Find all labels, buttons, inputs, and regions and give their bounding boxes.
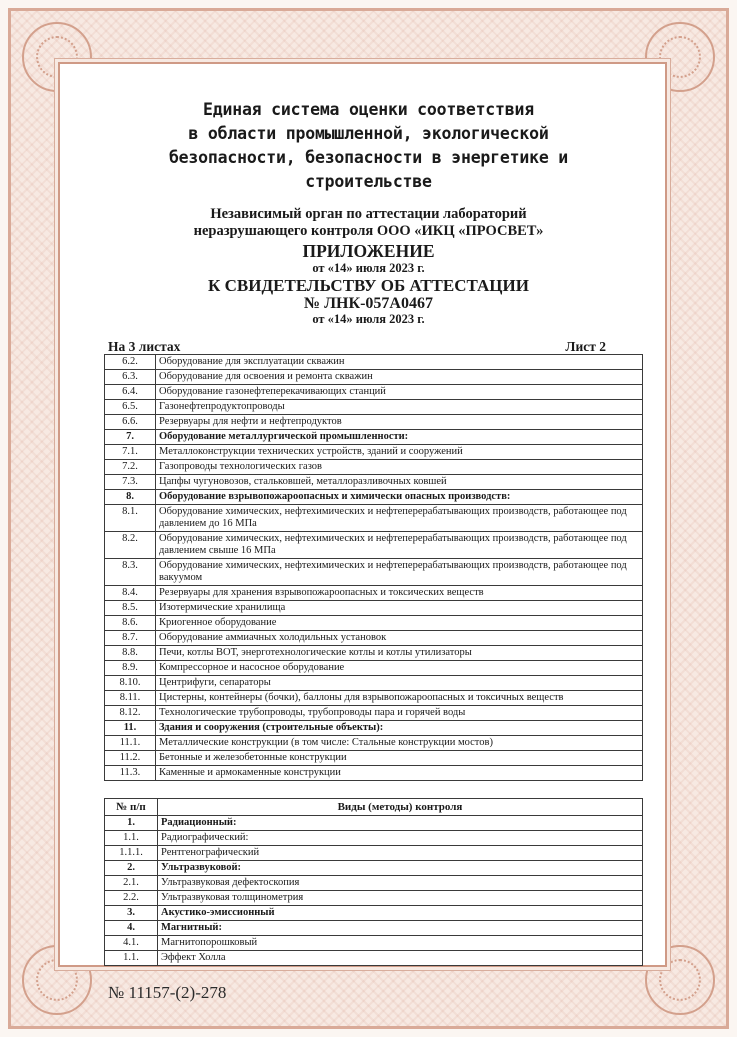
row-text: Ультразвуковая толщинометрия xyxy=(158,891,643,906)
row-number: 8.3. xyxy=(105,559,156,586)
row-number: 7.1. xyxy=(105,445,156,460)
certificate-date: от «14» июля 2023 г. xyxy=(312,312,425,326)
row-number: 8.6. xyxy=(105,616,156,631)
row-text: Акустико-эмиссионный xyxy=(158,906,643,921)
row-number: 11.2. xyxy=(105,751,156,766)
table-row xyxy=(105,490,643,505)
row-text: Изотермические хранилища xyxy=(156,601,643,616)
organization-line: Независимый орган по аттестации лабораторий xyxy=(210,206,527,222)
appendix-title: ПРИЛОЖЕНИЕ xyxy=(302,241,435,261)
row-text: Печи, котлы ВОТ, энерготехнологические котлы и котлы утилизаторы xyxy=(156,646,643,661)
table-row xyxy=(105,586,643,601)
row-text: Магнитный: xyxy=(158,921,643,936)
row-number: 8.12. xyxy=(105,706,156,721)
row-number: 6.5. xyxy=(105,400,156,415)
organization-name xyxy=(60,206,677,240)
row-text: Оборудование аммиачных холодильных установок xyxy=(156,631,643,646)
row-number: 4.1. xyxy=(105,936,158,951)
certificate-title: К СВИДЕТЕЛЬСТВУ ОБ АТТЕСТАЦИИ xyxy=(208,276,529,295)
table-row xyxy=(105,355,643,370)
table-row xyxy=(105,475,643,490)
row-text: Оборудование для освоения и ремонта скважин xyxy=(156,370,643,385)
row-text: Оборудование взрывопожароопасных и химически опасных производств: xyxy=(156,490,643,505)
row-text: Эффект Холла xyxy=(158,951,643,966)
table-row xyxy=(105,766,643,781)
row-number: 1.1. xyxy=(105,951,158,966)
table-row xyxy=(105,676,643,691)
row-text: Радиографический: xyxy=(158,831,643,846)
system-title-line: Единая система оценки соответствия xyxy=(203,100,534,119)
row-text: Центрифуги, сепараторы xyxy=(156,676,643,691)
row-number: 1.1.1. xyxy=(105,846,158,861)
row-number: 1. xyxy=(105,816,158,831)
table-row xyxy=(105,861,643,876)
table-row xyxy=(105,846,643,861)
table-header-row xyxy=(105,799,643,816)
row-number: 6.2. xyxy=(105,355,156,370)
row-text: Ультразвуковая дефектоскопия xyxy=(158,876,643,891)
row-number: 1.1. xyxy=(105,831,158,846)
row-text: Газопроводы технологических газов xyxy=(156,460,643,475)
row-text: Оборудование металлургической промышленности: xyxy=(156,430,643,445)
organization-line: неразрушающего контроля ООО «ИКЦ «ПРОСВЕТ» xyxy=(193,223,544,239)
document-header xyxy=(60,98,677,326)
row-text: Бетонные и железобетонные конструкции xyxy=(156,751,643,766)
sheet-info xyxy=(108,339,606,355)
certificate-number: № ЛНК-057А0467 xyxy=(304,295,433,312)
table-row xyxy=(105,661,643,676)
table-row xyxy=(105,691,643,706)
table-row xyxy=(105,616,643,631)
table-row xyxy=(105,751,643,766)
row-number: 7.2. xyxy=(105,460,156,475)
row-number: 8.11. xyxy=(105,691,156,706)
table-row xyxy=(105,505,643,532)
row-text: Газонефтепродуктопроводы xyxy=(156,400,643,415)
row-number: 2.1. xyxy=(105,876,158,891)
table-row xyxy=(105,816,643,831)
row-text: Рентгенографический xyxy=(158,846,643,861)
table-row xyxy=(105,601,643,616)
table-row xyxy=(105,876,643,891)
system-title-line: безопасности, безопасности в энергетике и xyxy=(168,148,569,167)
row-text: Оборудование для эксплуатации скважин xyxy=(156,355,643,370)
row-number: 3. xyxy=(105,906,158,921)
row-number: 4. xyxy=(105,921,158,936)
row-text: Оборудование газонефтеперекачивающих станций xyxy=(156,385,643,400)
table-row xyxy=(105,891,643,906)
table-row xyxy=(105,831,643,846)
table-row xyxy=(105,721,643,736)
row-number: 11.1. xyxy=(105,736,156,751)
system-title-line: в области промышленной, экологической xyxy=(188,124,549,143)
row-text: Оборудование химических, нефтехимических и нефтеперерабатывающих производств, работающее под давлением до 16 МПа xyxy=(156,505,643,532)
row-number: 8.8. xyxy=(105,646,156,661)
table-row xyxy=(105,532,643,559)
row-number: 8.9. xyxy=(105,661,156,676)
row-text: Компрессорное и насосное оборудование xyxy=(156,661,643,676)
row-number: 6.3. xyxy=(105,370,156,385)
row-number: 8.10. xyxy=(105,676,156,691)
row-number: 8.7. xyxy=(105,631,156,646)
row-text: Каменные и армокаменные конструкции xyxy=(156,766,643,781)
table-row xyxy=(105,385,643,400)
row-text: Магнитопорошковый xyxy=(158,936,643,951)
row-number: 6.6. xyxy=(105,415,156,430)
row-text: Ультразвуковой: xyxy=(158,861,643,876)
table-row xyxy=(105,736,643,751)
appendix-date: от «14» июля 2023 г. xyxy=(312,261,425,275)
table-row xyxy=(105,415,643,430)
sheet-total: На 3 листах xyxy=(108,339,181,354)
row-text: Криогенное оборудование xyxy=(156,616,643,631)
row-number: 8.4. xyxy=(105,586,156,601)
table-row xyxy=(105,559,643,586)
row-text: Металлоконструкции технических устройств, зданий и сооружений xyxy=(156,445,643,460)
table-row xyxy=(105,460,643,475)
row-number: 11. xyxy=(105,721,156,736)
row-number: 2. xyxy=(105,861,158,876)
row-number: 8.5. xyxy=(105,601,156,616)
row-text: Оборудование химических, нефтехимических и нефтеперерабатывающих производств, работающее под давлением свыше 16 МПа xyxy=(156,532,643,559)
table-row xyxy=(105,706,643,721)
sheet-current: Лист 2 xyxy=(565,339,606,354)
table-row xyxy=(105,631,643,646)
table-row xyxy=(105,445,643,460)
objects-table xyxy=(104,354,643,781)
table-row xyxy=(105,400,643,415)
header-title: Виды (методы) контроля xyxy=(158,799,643,816)
row-number: 6.4. xyxy=(105,385,156,400)
row-number: 8.2. xyxy=(105,532,156,559)
system-title-line: строительстве xyxy=(305,172,432,191)
row-text: Оборудование химических, нефтехимических и нефтеперерабатывающих производств, работающее под вакуумом xyxy=(156,559,643,586)
row-number: 8. xyxy=(105,490,156,505)
table-row xyxy=(105,370,643,385)
row-text: Металлические конструкции (в том числе: Стальные конструкции мостов) xyxy=(156,736,643,751)
row-text: Технологические трубопроводы, трубопроводы пара и горячей воды xyxy=(156,706,643,721)
row-number: 8.1. xyxy=(105,505,156,532)
row-number: 11.3. xyxy=(105,766,156,781)
row-number: 7.3. xyxy=(105,475,156,490)
system-title xyxy=(60,98,677,194)
table-row xyxy=(105,921,643,936)
row-number: 2.2. xyxy=(105,891,158,906)
row-text: Здания и сооружения (строительные объекты): xyxy=(156,721,643,736)
table-row xyxy=(105,936,643,951)
row-number: 7. xyxy=(105,430,156,445)
row-text: Цистерны, контейнеры (бочки), баллоны для взрывопожароопасных и токсичных веществ xyxy=(156,691,643,706)
row-text: Цапфы чугуновозов, стальковшей, металлоразливочных ковшей xyxy=(156,475,643,490)
table-row xyxy=(105,646,643,661)
form-number: № 11157-(2)-278 xyxy=(108,983,227,1002)
methods-table xyxy=(104,798,643,966)
row-text: Радиационный: xyxy=(158,816,643,831)
table-row xyxy=(105,951,643,966)
table-row xyxy=(105,906,643,921)
row-text: Резервуары для нефти и нефтепродуктов xyxy=(156,415,643,430)
table-row xyxy=(105,430,643,445)
header-num: № п/п xyxy=(105,799,158,816)
row-text: Резервуары для хранения взрывопожароопасных и токсических веществ xyxy=(156,586,643,601)
